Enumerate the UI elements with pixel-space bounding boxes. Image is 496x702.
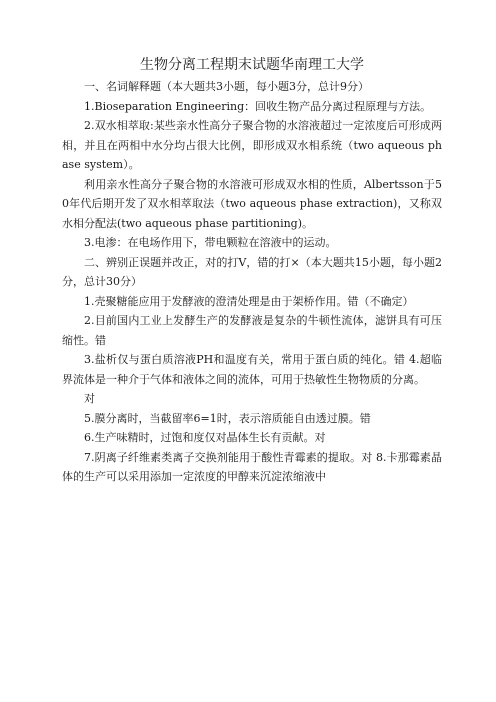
paragraph-aqueous-two-phase: 2.双水相萃取:某些亲水性高分子聚合物的水溶液超过一定浓度后可形成两相，并且在两相中水分均占很大比例，即形成双水相系统（two aqueous phase system）。 bbox=[62, 119, 442, 171]
paragraph-item-6: 6.生产味精时，过饱和度仅对晶体生长有贡献。对 bbox=[84, 431, 326, 444]
paragraph-item-1: 1.壳聚糖能应用于发酵液的澄清处理是由于架桥作用。错（不确定） bbox=[84, 294, 414, 308]
paragraph-answer-correct: 对 bbox=[84, 392, 95, 405]
paragraph-item-5: 5.膜分离时，当截留率6=1时，表示溶质能自由透过膜。错 bbox=[84, 411, 371, 425]
paragraph-bioseparation: 1.Bioseparation Engineering：回收生物产品分离过程原理与方法。 bbox=[84, 99, 432, 113]
paragraph-item-3-4: 3.盐析仅与蛋白质溶液PH和温度有关，常用于蛋白质的纯化。错 4.超临界流体是一种介于气体和液体之间的流体，可用于热敏性生物物质的分离。 bbox=[62, 353, 442, 386]
paragraph-item-2: 2.目前国内工业上发酵生产的发酵液是复杂的牛顿性流体，滤饼具有可压缩性。错 bbox=[62, 314, 442, 347]
paragraph-electroosmosis: 3.电渗：在电场作用下，带电颗粒在溶液中的运动。 bbox=[84, 236, 337, 249]
document-title: 生物分离工程期末试题华南理工大学 bbox=[140, 57, 364, 73]
document-page bbox=[62, 55, 442, 487]
paragraph-item-7-8: 7.阴离子纤维素类离子交换剂能用于酸性青霉素的提取。对 8.卡那霉素晶体的生产可以采用添加一定浓度的甲醇来沉淀浓缩液中 bbox=[62, 450, 442, 483]
paragraph-albertsson: 利用亲水性高分子聚合物的水溶液可形成双水相的性质，Albertsson于50年代后期开发了双水相萃取法（two aqueous phase extraction)，又称双水相分配法(two aqueous phase partitioning)。 bbox=[62, 177, 442, 230]
section-heading-true-false: 二、辨别正误题并改正，对的打V，错的打×（本大题共15小题，每小题2分，总计30分） bbox=[62, 255, 442, 288]
section-heading-definitions: 一、名词解释题（本大题共3小题，每小题3分，总计9分） bbox=[84, 80, 369, 93]
